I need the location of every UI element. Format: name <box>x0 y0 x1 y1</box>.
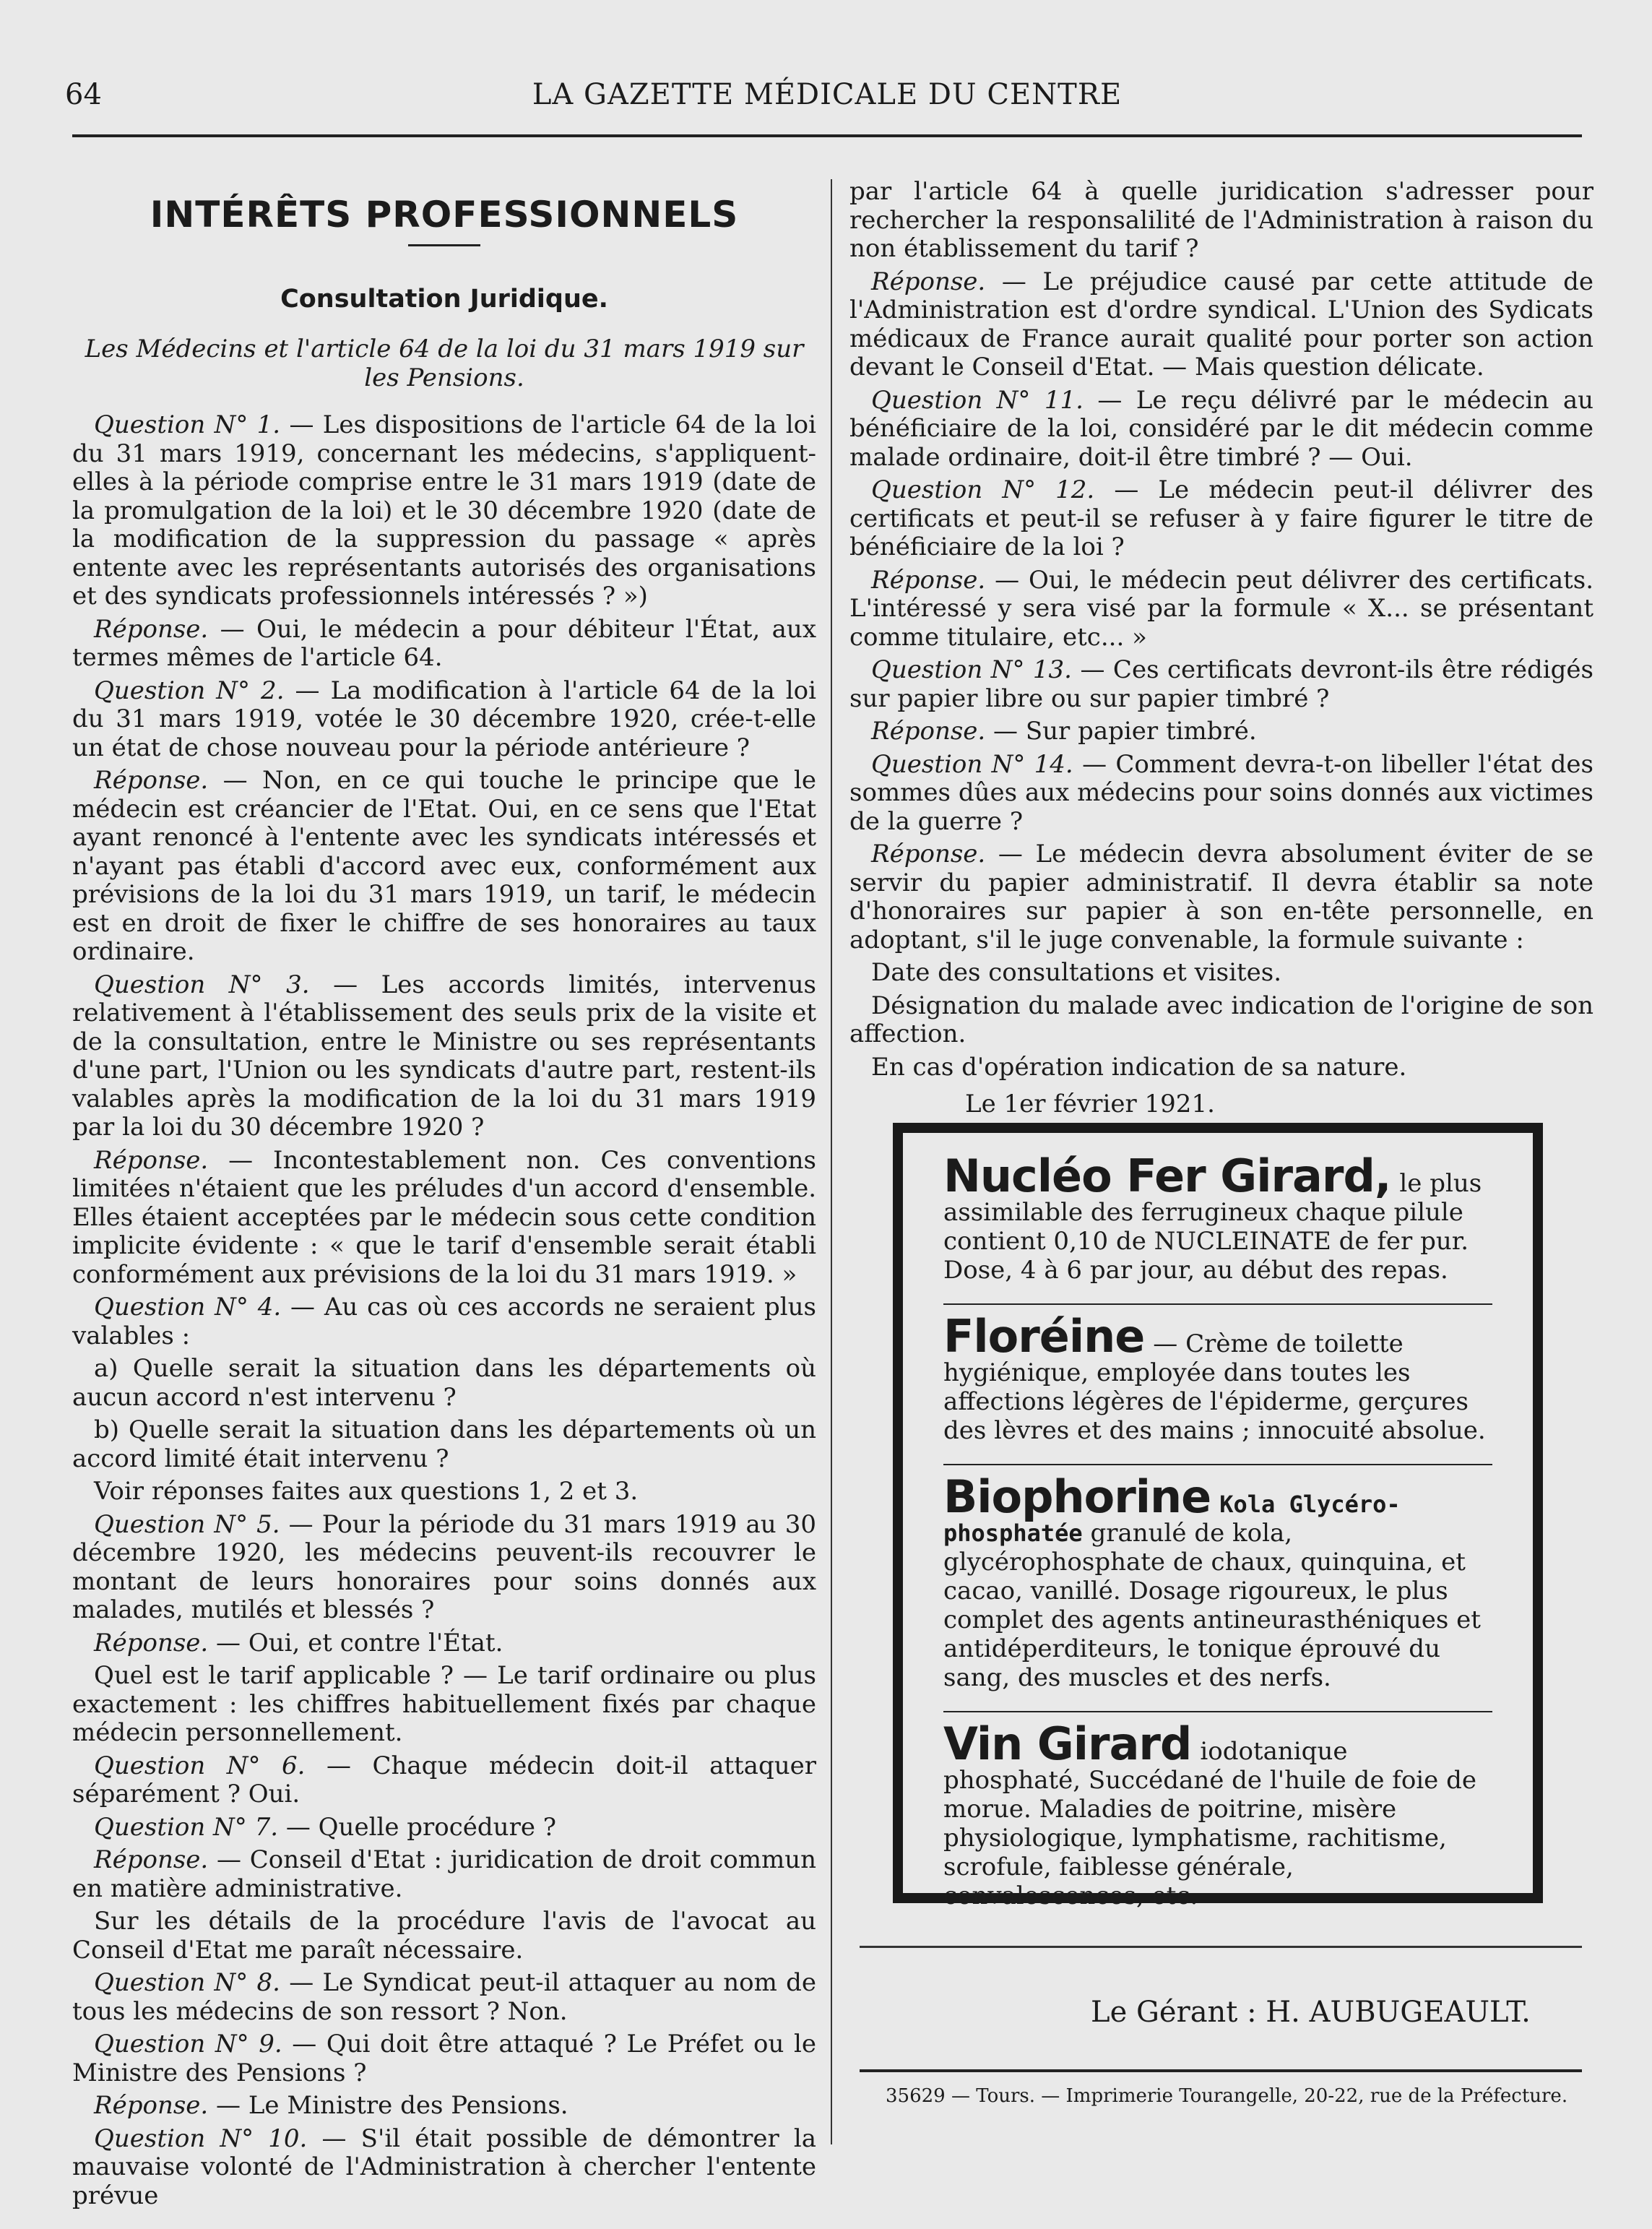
header-rule <box>72 134 1582 137</box>
answer-label: Réponse. <box>871 840 986 868</box>
ad-brand: Biophorine <box>943 1470 1211 1523</box>
question-text: — S'il était possible de démontrer la mauvaise volonté de l'Administration à chercher l'entente prévue <box>72 2124 816 2210</box>
question-text: — Les accords limités, intervenus relativement à l'établissement des seuls prix de la visite et de la consultation, entre le Ministre ou ses représentants d'une part, l'Union ou les syndicats d'autre part, restent-ils valables après la modification de la loi du 31 mars 1919 par la loi du 30 décembre 1920 ? <box>72 970 816 1142</box>
question-text: — Quelle procédure ? <box>285 1812 556 1842</box>
answer-2 <box>72 767 816 967</box>
question-4 <box>72 1293 816 1350</box>
question-3 <box>72 971 816 1142</box>
journal-title: LA GAZETTE MÉDICALE DU CENTRE <box>532 78 1123 111</box>
question-label: Question N° 4. <box>94 1293 282 1322</box>
answer-text: — Oui, le médecin peut délivrer des certificats. L'intéressé y sera visé par la formule « X... se présentant comme titulaire, etc... » <box>849 565 1594 652</box>
ad-biophorine <box>943 1470 1492 1692</box>
question-text: — Ces certificats devront-ils être rédigés sur papier libre ou sur papier timbré ? <box>849 655 1593 713</box>
printer-imprint: 35629 — Tours. — Imprimerie Tourangelle, 20-22, rue de la Préfecture. <box>886 2085 1568 2107</box>
answer-label: Réponse. <box>94 2091 209 2120</box>
question-label: Question N° 5. <box>94 1509 280 1539</box>
answer-label: Réponse. <box>94 1628 209 1657</box>
column-divider <box>831 179 832 2144</box>
question-label: Question N° 8. <box>94 1968 280 1997</box>
question-label: Question N° 11. <box>871 385 1084 415</box>
question-label: Question N° 9. <box>94 2030 282 2058</box>
answer-text: — Oui, et contre l'État. <box>216 1628 503 1657</box>
question-text: — Chaque médecin doit-il attaquer séparément ? Oui. <box>72 1751 816 1808</box>
question-1 <box>72 411 816 611</box>
answer-14 <box>849 840 1593 954</box>
question-label: Question N° 3. <box>94 970 310 999</box>
ad-brand: Floréine <box>943 1310 1145 1363</box>
page-number: 64 <box>65 78 102 111</box>
answer-label: Réponse. <box>871 717 986 746</box>
answer-text: — Le Ministre des Pensions. <box>216 2091 568 2120</box>
ad-divider <box>943 1303 1492 1305</box>
answer-label: Réponse. <box>94 1845 209 1874</box>
question-9 <box>72 2030 816 2087</box>
answer-label: Réponse. <box>871 565 986 595</box>
question-text: — Pour la période du 31 mars 1919 au 30 décembre 1920, les médecins peuvent-ils recouvrer le montant de leurs honoraires pour soins donnés aux malades, mutilés et blessés ? <box>72 1509 816 1624</box>
question-text: — Le Syndicat peut-il attaquer au nom de tous les médecins de son ressort ? Non. <box>72 1968 816 2026</box>
question-label: Question N° 13. <box>871 655 1072 684</box>
answer-7 <box>72 1846 816 1903</box>
answer-text: — Le préjudice causé par cette attitude de l'Administration est d'ordre syndical. L'Union des Sydicats médicaux de France aurait qualité pour porter son action devant le Conseil d'Etat. — Mais question délicate. <box>849 267 1593 381</box>
ad-divider <box>943 1464 1492 1465</box>
question-label: Question N° 7. <box>94 1812 279 1842</box>
gerant-signature: Le Gérant : H. AUBUGEAULT. <box>1091 1996 1531 2029</box>
ad-vin-girard <box>943 1717 1492 1910</box>
ad-brand: Vin Girard <box>943 1717 1192 1770</box>
question-7 <box>72 1814 816 1842</box>
ad-text: — Crème de toilette hygiénique, employée dans toutes les affections légères de l'épiderme, gerçures des lèvres et des mains ; innocuité absolue. <box>943 1329 1486 1445</box>
question-text: — Le médecin peut-il délivrer des certificats et peut-il se refuser à y faire figurer le titre de bénéficiaire de la loi ? <box>849 475 1593 561</box>
question-5b: Quel est le tarif applicable ? — Le tarif ordinaire ou plus exactement : les chiffres habituellement fixés par chaque médecin personnellement. <box>72 1661 816 1747</box>
answer-text: — Le médecin devra absolument éviter de se servir du papier administratif. Il devra établir sa note d'honoraires sur papier à son en-tête personnelle, en adoptant, s'il le juge convenable, la formule suivante : <box>849 840 1594 954</box>
question-5 <box>72 1511 816 1625</box>
advertisement-box <box>893 1123 1543 1910</box>
question-label: Question N° 6. <box>94 1751 306 1780</box>
formula-line-3: En cas d'opération indication de sa nature. <box>871 1052 1407 1082</box>
ad-text: le plus assimilable des ferrugineux chaque pilule contient 0,10 de NUCLEINATE de fer pur. Dose, 4 à 6 par jour, au début des repas. <box>943 1169 1482 1285</box>
question-4b: b) Quelle serait la situation dans les départements où un accord limité était intervenu ? <box>72 1415 816 1473</box>
answer-text: — Sur papier timbré. <box>993 717 1257 746</box>
question-13 <box>849 656 1593 713</box>
question-text: — La modification à l'article 64 de la loi du 31 mars 1919, votée le 30 décembre 1920, crée-t-elle un état de chose nouveau pour la période antérieure ? <box>72 676 816 762</box>
answer-text: — Conseil d'Etat : juridication de droit commun en matière administrative. <box>72 1845 816 1903</box>
ad-subtitle: Kola Glycéro-phosphatée <box>943 1491 1401 1547</box>
answer-label: Réponse. <box>94 614 209 644</box>
question-2 <box>72 677 816 763</box>
question-14 <box>849 751 1593 837</box>
footer-rule <box>860 1946 1582 1948</box>
question-10-continued: par l'article 64 à quelle juridication s'adresser pour rechercher la responsalilité de l'Administration à raison du non établissement du tarif ? <box>849 177 1593 263</box>
question-4a: a) Quelle serait la situation dans les départements où aucun accord n'est intervenu ? <box>72 1354 816 1412</box>
law-title: Les Médecins et l'article 64 de la loi du 31 mars 1919 sur les Pensions. <box>85 335 804 392</box>
answer-7b: Sur les détails de la procédure l'avis de l'avocat au Conseil d'Etat me paraît nécessaire. <box>72 1907 816 1965</box>
subtitle: Consultation Juridique. <box>280 284 608 314</box>
question-text: — Le reçu délivré par le médecin au bénéficiaire de la loi, considéré par le dit médecin comme malade ordinaire, doit-il être timbré ? — Oui. <box>849 385 1593 472</box>
ad-text: granulé de kola, glycérophosphate de chaux, quinquina, et cacao, vanillé. Dosage rigoureux, le plus complet des agents antineurasthéniques et antidéperditeurs, le tonique éprouvé du sang, des muscles et des nerfs. <box>943 1519 1481 1692</box>
answer-9 <box>72 2092 816 2121</box>
ad-text: iodotanique phosphaté, Succédané de l'huile de foie de morue. Maladies de poitrine, misère physiologique, lymphatisme, rachitisme, scrofule, faiblesse générale, convalescences, etc. <box>943 1737 1476 1910</box>
answer-10 <box>849 268 1593 382</box>
question-label: Question N° 2. <box>94 676 285 705</box>
question-label: Question N° 1. <box>94 410 281 439</box>
answer-1 <box>72 616 816 673</box>
section-title: INTÉRÊTS PROFESSIONNELS <box>150 194 739 236</box>
title-rule <box>408 244 480 246</box>
formula-line-2: Désignation du malade avec indication de l'origine de son affection. <box>849 991 1593 1048</box>
page-header <box>65 78 1589 121</box>
footer-rule <box>860 2069 1582 2072</box>
question-text: — Comment devra-t-on libeller l'état des sommes dûes aux médecins pour soins donnés aux victimes de la guerre ? <box>849 749 1593 836</box>
answer-5 <box>72 1629 816 1658</box>
question-8 <box>72 1969 816 2026</box>
answer-label: Réponse. <box>94 766 209 795</box>
question-label: Question N° 10. <box>94 2124 308 2153</box>
question-label: Question N° 12. <box>871 475 1095 504</box>
ad-divider <box>943 1711 1492 1712</box>
question-text: — Qui doit être attaqué ? Le Préfet ou le Ministre des Pensions ? <box>72 2030 816 2087</box>
question-12 <box>849 476 1593 562</box>
question-11 <box>849 387 1593 473</box>
answer-3 <box>72 1147 816 1290</box>
answer-label: Réponse. <box>94 1145 209 1175</box>
question-label: Question N° 14. <box>871 749 1073 779</box>
question-6 <box>72 1752 816 1809</box>
left-column <box>72 168 816 2215</box>
answer-13 <box>849 717 1593 746</box>
question-10 <box>72 2125 816 2211</box>
question-text: — Les dispositions de l'article 64 de la loi du 31 mars 1919, concernant les médecins, s'appliquent-elles à la période comprise entre le 31 mars 1919 (date de la promulgation de la loi) et le 30 décembre 1920 (date de la modification de la suppression du passage « après entente avec les représentants autorisés des organisations et des syndicats professionnels intéressés ? ») <box>72 410 816 611</box>
answer-text: — Oui, le médecin a pour débiteur l'État, aux termes mêmes de l'article 64. <box>72 614 816 672</box>
answer-4: Voir réponses faites aux questions 1, 2 et 3. <box>94 1477 639 1506</box>
answer-text: — Non, en ce qui touche le principe que le médecin est créancier de l'Etat. Oui, en ce sens que l'Etat ayant renoncé à l'entente avec les syndicats intéressés et n'ayant pas établi d'accord avec eux, conformément aux prévisions de la loi du 31 mars 1919, un tarif, le médecin est en droit de fixer le chiffre de ses honoraires au taux ordinaire. <box>72 766 816 966</box>
answer-label: Réponse. <box>871 267 986 296</box>
right-column <box>849 178 1593 1124</box>
answer-text: — Incontestablement non. Ces conventions limitées n'étaient que les préludes d'un accord d'ensemble. Elles étaient acceptées par le médecin sous cette condition implicite évidente : « que le tarif d'ensemble serait établi conformément aux prévisions de la loi du 31 mars 1919. » <box>72 1145 816 1289</box>
formula-line-1: Date des consultations et visites. <box>871 958 1282 987</box>
ad-nucleo-fer-girard <box>943 1150 1492 1285</box>
question-text: — Au cas où ces accords ne seraient plus valables : <box>72 1293 816 1350</box>
signature-date: Le 1er février 1921. <box>965 1090 1215 1118</box>
ad-brand: Nucléo Fer Girard, <box>943 1150 1391 1202</box>
answer-12 <box>849 566 1593 652</box>
ad-floreine <box>943 1310 1492 1445</box>
